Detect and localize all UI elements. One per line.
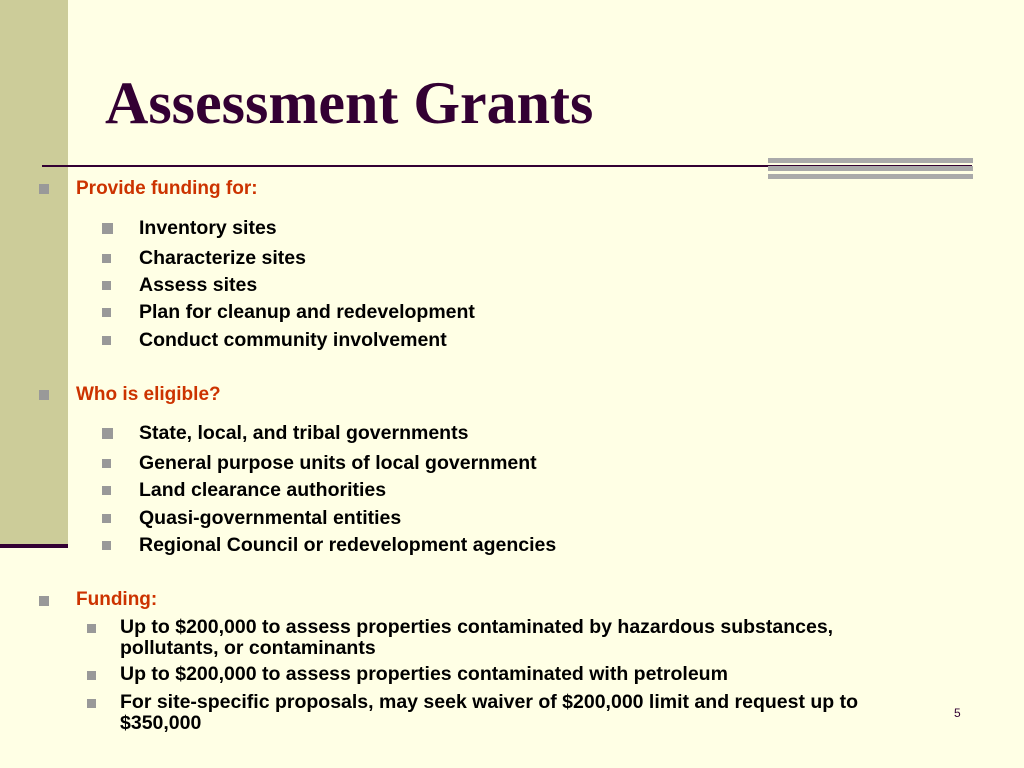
section-heading-eligible: Who is eligible? <box>76 384 221 405</box>
list-item: Plan for cleanup and redevelopment <box>139 301 475 323</box>
list-item: Assess sites <box>139 274 258 296</box>
bullet-icon <box>102 486 111 495</box>
bullet-icon <box>39 596 49 606</box>
bullet-icon <box>102 254 111 263</box>
bullet-icon <box>102 336 111 345</box>
bullet-icon <box>87 699 96 708</box>
page-number: 5 <box>954 706 961 720</box>
list-item: General purpose units of local government <box>139 452 537 474</box>
slide-title: Assessment Grants <box>105 70 594 136</box>
list-item: Characterize sites <box>139 247 306 269</box>
bullet-icon <box>102 281 111 290</box>
list-item: State, local, and tribal governments <box>139 422 469 444</box>
list-item: Land clearance authorities <box>139 479 387 501</box>
bullet-icon <box>39 184 49 194</box>
bullet-icon <box>87 671 96 680</box>
bullet-icon <box>102 428 113 439</box>
bullet-icon <box>39 390 49 400</box>
list-item: Inventory sites <box>139 217 277 239</box>
list-item-line: $350,000 <box>120 712 202 734</box>
list-item: Regional Council or redevelopment agencies <box>139 534 557 556</box>
bullet-icon <box>102 308 111 317</box>
list-item-line: pollutants, or contaminants <box>120 637 376 659</box>
bullet-icon <box>87 624 96 633</box>
list-item: Quasi-governmental entities <box>139 507 402 529</box>
list-item: Conduct community involvement <box>139 329 447 351</box>
bullet-icon <box>102 541 111 550</box>
section-heading-funding: Funding: <box>76 589 158 610</box>
bullet-icon <box>102 459 111 468</box>
bullet-icon <box>102 223 113 234</box>
bullet-icon <box>102 514 111 523</box>
list-item-line: Up to $200,000 to assess properties contaminated by hazardous substances, <box>120 616 834 638</box>
list-item-line: Up to $200,000 to assess properties contaminated with petroleum <box>120 663 728 685</box>
section-heading-funding-for: Provide funding for: <box>76 178 258 199</box>
list-item-line: For site-specific proposals, may seek waiver of $200,000 limit and request up to <box>120 691 859 713</box>
